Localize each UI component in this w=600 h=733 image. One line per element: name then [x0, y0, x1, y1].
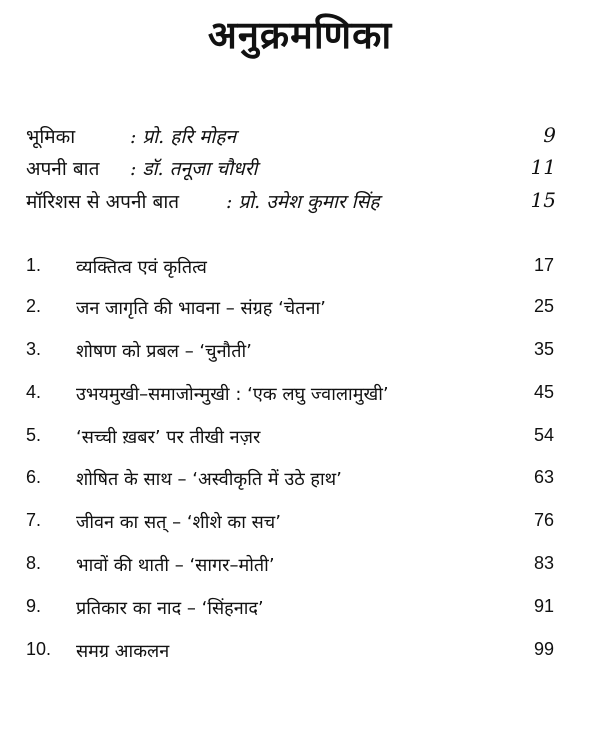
front-matter-label: मॉरिशस से अपनी बात	[26, 191, 180, 213]
chapter-page-number: 35	[533, 339, 554, 359]
chapter-number: 1.	[26, 255, 42, 275]
chapter-page-number: 45	[533, 382, 554, 402]
chapter-title: उभयमुखी–समाजोन्मुखी : ‘एक लघु ज्वालामुखी’	[76, 384, 389, 405]
front-matter-page-number: 15	[530, 188, 556, 212]
front-matter-page-number: 9	[543, 123, 556, 147]
chapter-page-number: 17	[533, 255, 554, 275]
front-matter-row[interactable]	[26, 123, 556, 155]
chapter-title: जीवन का सत् – ‘शीशे का सच’	[76, 512, 281, 533]
chapter-page-number: 83	[533, 553, 554, 573]
page-title: अनुक्रमणिका	[207, 13, 393, 57]
chapter-title: भावों की थाती – ‘सागर–मोती’	[76, 555, 275, 576]
front-matter-author: : प्रो. उमेश कुमार सिंह	[226, 191, 380, 213]
front-matter-row[interactable]	[26, 188, 556, 220]
chapter-title: शोषण को प्रबल – ‘चुनौती’	[76, 341, 252, 362]
chapter-row[interactable]	[26, 296, 554, 330]
chapter-row[interactable]	[26, 425, 554, 459]
chapter-row[interactable]	[26, 553, 554, 587]
chapter-title: ‘सच्ची ख़बर’ पर तीखी नज़र	[76, 427, 261, 448]
chapter-row[interactable]	[26, 596, 554, 630]
chapter-title: प्रतिकार का नाद – ‘सिंहनाद’	[76, 598, 264, 619]
chapter-row[interactable]	[26, 639, 554, 673]
chapter-row[interactable]	[26, 339, 554, 373]
chapter-row[interactable]	[26, 255, 554, 289]
chapter-number: 5.	[26, 425, 42, 445]
chapter-number: 6.	[26, 467, 42, 487]
chapter-title: व्यक्तित्व एवं कृतित्व	[76, 257, 207, 278]
chapter-number: 8.	[26, 553, 42, 573]
chapter-number: 7.	[26, 510, 42, 530]
front-matter-row[interactable]	[26, 155, 556, 187]
chapter-number: 2.	[26, 296, 42, 316]
chapter-row[interactable]	[26, 467, 554, 501]
front-matter-label: भूमिका	[26, 126, 76, 148]
front-matter-label: अपनी बात	[26, 158, 100, 180]
chapter-title: जन जागृति की भावना – संग्रह ‘चेतना’	[76, 298, 326, 319]
front-matter-author: : प्रो. हरि मोहन	[130, 126, 236, 148]
chapter-row[interactable]	[26, 510, 554, 544]
chapter-page-number: 76	[533, 510, 554, 530]
front-matter-author: : डॉ. तनूजा चौधरी	[130, 158, 258, 180]
chapter-page-number: 54	[533, 425, 554, 445]
front-matter-page-number: 11	[530, 155, 556, 179]
chapter-title: समग्र आकलन	[76, 641, 170, 662]
chapter-number: 10.	[26, 639, 52, 659]
chapter-row[interactable]	[26, 382, 554, 416]
chapter-number: 9.	[26, 596, 42, 616]
chapter-number: 3.	[26, 339, 42, 359]
chapter-title: शोषित के साथ – ‘अस्वीकृति में उठे हाथ’	[76, 469, 342, 490]
chapter-number: 4.	[26, 382, 42, 402]
chapter-page-number: 91	[533, 596, 554, 616]
chapter-page-number: 25	[533, 296, 554, 316]
chapter-page-number: 99	[533, 639, 554, 659]
chapter-page-number: 63	[533, 467, 554, 487]
